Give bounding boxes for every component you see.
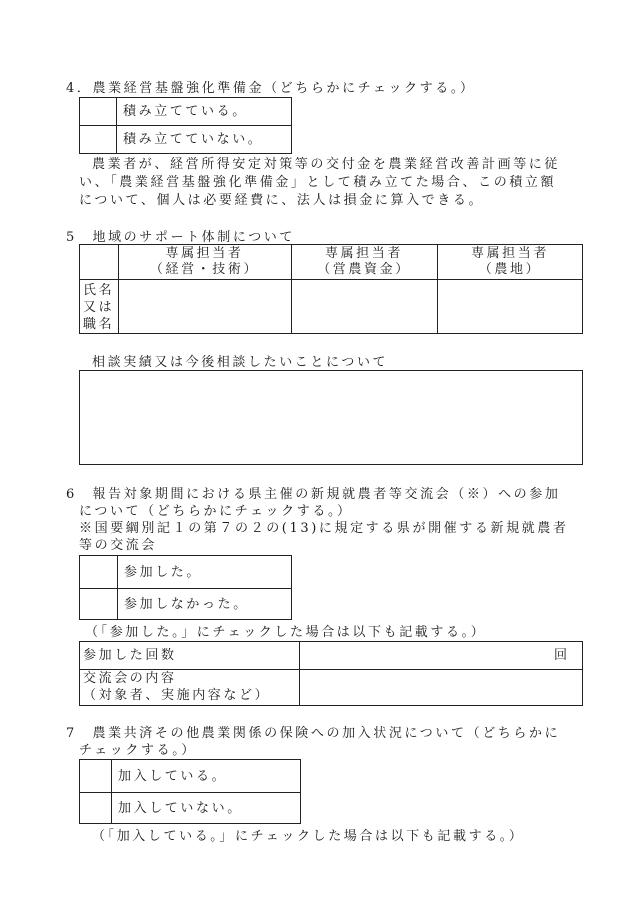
section6-footnote-line2: 等の交流会 <box>79 538 158 553</box>
participation-count-field[interactable] <box>302 645 546 667</box>
col-header-farmland-sub: （農地） <box>478 262 542 277</box>
participation-count-label: 参加した回数 <box>83 648 177 663</box>
section6-heading-line1: 6 報告対象期間における県主催の新規就農者等交流会（※）への参加 <box>66 487 561 502</box>
divider <box>79 792 301 793</box>
exchange-content-sublabel: （対象者、実施内容など） <box>83 688 271 703</box>
reserve-note-line1: 農業者が、経営所得安定対策等の交付金を農業経営改善計画等に従 <box>92 157 561 172</box>
divider <box>299 641 300 706</box>
insured-checkbox[interactable] <box>80 760 111 792</box>
row-label-title: 職名 <box>83 317 115 332</box>
col-header-management: 専属担当者 <box>165 246 244 261</box>
consultation-label: 相談実績又は今後相談したいことについて <box>92 355 389 370</box>
management-contact-field[interactable] <box>121 282 292 335</box>
farmland-contact-field[interactable] <box>440 282 584 335</box>
col-header-funding: 専属担当者 <box>324 246 403 261</box>
insured-label: 加入している。 <box>118 769 228 784</box>
row-label-or: 又は <box>83 300 115 315</box>
insurance-condition-note: （「加入している。」にチェックした場合は以下も記載する。） <box>92 829 525 844</box>
row-label-name: 氏名 <box>83 283 115 298</box>
reserve-no-label: 積み立てていない。 <box>123 132 264 147</box>
section6-heading-line2: について（どちらかにチェックする。） <box>79 504 353 519</box>
funding-contact-field[interactable] <box>294 282 438 335</box>
exchange-content-field[interactable] <box>302 672 584 707</box>
participation-count-unit: 回 <box>554 648 570 663</box>
consultation-field[interactable] <box>82 373 584 466</box>
participated-checkbox[interactable] <box>80 556 117 588</box>
not-insured-label: 加入していない。 <box>118 801 243 816</box>
participated-label: 参加した。 <box>124 565 203 580</box>
section5-heading: 5 地域のサポート体制について <box>66 230 296 245</box>
participation-condition-note: （「参加した。」にチェックした場合は以下も記載する。） <box>85 625 487 640</box>
section6-footnote-line1: ※国要綱別記１の第７の２の(13)に規定する県が開催する新規就農者 <box>79 521 569 536</box>
not-participated-label: 参加しなかった。 <box>124 597 249 612</box>
section4-heading: 4．農業経営基盤強化準備金（どちらかにチェックする。） <box>66 81 476 96</box>
col-header-management-sub: （経営・技術） <box>149 262 260 277</box>
reserve-note-line3: について、個人は必要経費に、法人は損金に算入できる。 <box>79 193 485 208</box>
reserve-yes-checkbox[interactable] <box>80 98 116 125</box>
reserve-yes-label: 積み立てている。 <box>123 104 248 119</box>
reserve-no-checkbox[interactable] <box>80 126 116 153</box>
exchange-content-label: 交流会の内容 <box>83 671 177 686</box>
col-header-funding-sub: （営農資金） <box>317 262 411 277</box>
divider <box>79 279 583 280</box>
not-participated-checkbox[interactable] <box>80 589 117 619</box>
not-insured-checkbox[interactable] <box>80 793 111 823</box>
section7-heading-line2: チェックする。） <box>79 743 197 758</box>
section7-heading-line1: 7 農業共済その他農業関係の保険への加入状況について（どちらかに <box>66 726 561 741</box>
col-header-farmland: 専属担当者 <box>470 246 549 261</box>
reserve-note-line2: い、「農業経営基盤強化準備金」として積み立てた場合、この積立額 <box>79 175 557 190</box>
